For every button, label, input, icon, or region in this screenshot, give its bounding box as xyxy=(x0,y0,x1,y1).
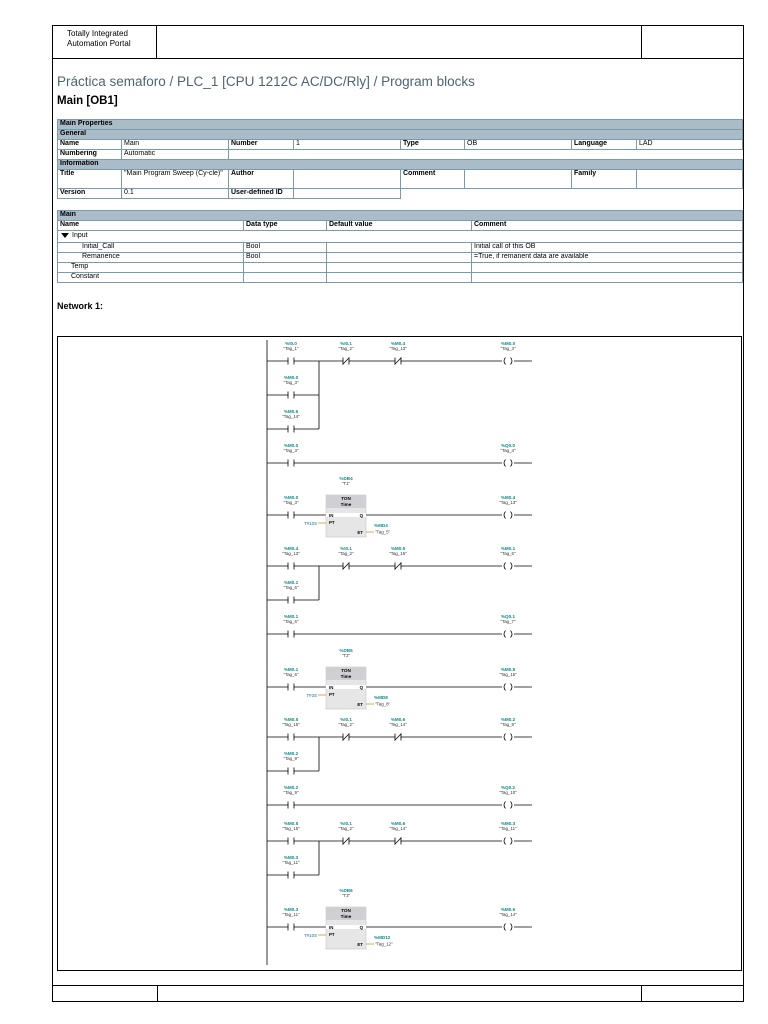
version-value: 0.1 xyxy=(122,189,229,199)
preset-value: T#3S xyxy=(306,693,317,698)
network-title: Network 1: xyxy=(57,301,104,311)
contact-address: %M0.5 xyxy=(283,821,299,826)
page-footer xyxy=(52,985,744,1002)
contact-tag: "Tag_11" xyxy=(282,912,300,917)
input-section-label: Input xyxy=(72,232,88,239)
ton-timer xyxy=(307,648,391,709)
rung xyxy=(267,565,532,601)
coil-address: %M0.4 xyxy=(500,495,516,500)
contact-address: %M0.5 xyxy=(283,717,299,722)
contact-tag: "Tag_6" xyxy=(283,585,299,590)
contact-gap xyxy=(289,770,294,772)
coil-tag: "Tag_3" xyxy=(500,346,516,351)
contact-tag: "Tag_1" xyxy=(283,346,299,351)
contact-address: %I0.1 xyxy=(340,821,352,826)
ton-timer xyxy=(304,476,390,537)
pin-pt: PT xyxy=(329,692,335,697)
contact-address: %M0.1 xyxy=(283,580,299,585)
contact-address: %M0.1 xyxy=(283,667,299,672)
param-name: Remanence xyxy=(58,253,244,263)
et-tag: "Tag_12" xyxy=(375,941,393,947)
coil-address: %Q0.2 xyxy=(500,785,516,790)
contact-address: %M0.2 xyxy=(283,785,299,790)
userid-label: User-defined ID xyxy=(229,189,294,199)
param-type: Bool xyxy=(244,243,327,253)
contact-address: %I0.1 xyxy=(340,546,352,551)
contact-gap xyxy=(289,686,294,688)
interface-bar: Main xyxy=(58,211,743,221)
contact-address: %M0.0 xyxy=(283,375,299,380)
contact-tag: "Tag_6" xyxy=(283,672,299,677)
author-label: Author xyxy=(229,170,294,189)
pin-in: IN xyxy=(329,685,334,690)
contact-tag: "Tag_14" xyxy=(282,414,300,419)
page-title: Práctica semaforo / PLC_1 [CPU 1212C AC/DC/Rly] / Program blocks xyxy=(57,74,475,89)
contact-tag: "Tag_3" xyxy=(283,380,299,385)
contact-address: %M0.1 xyxy=(283,614,299,619)
contact-address: %M0.5 xyxy=(390,546,406,551)
coil-tag: "Tag_13" xyxy=(499,500,517,505)
contact-address: %M0.2 xyxy=(283,751,299,756)
contact-address: %M0.6 xyxy=(283,409,299,414)
numbering-value: Automatic xyxy=(122,150,229,160)
pin-in: IN xyxy=(329,513,334,518)
preset-value: T#10S xyxy=(304,521,317,526)
timer-db-address: %DB5 xyxy=(339,648,353,653)
preset-value: T#10S xyxy=(304,933,317,938)
rung xyxy=(267,514,532,516)
comment-label: Comment xyxy=(401,170,465,189)
coil-address: %M0.3 xyxy=(500,821,516,826)
contact-gap xyxy=(289,599,294,601)
contact-gap xyxy=(289,462,294,464)
contact-address: %I0.1 xyxy=(340,341,352,346)
header-line2: Automation Portal xyxy=(67,39,131,48)
information-bar: Information xyxy=(58,160,743,170)
timer-subtype: Time xyxy=(340,674,352,679)
contact-tag: "Tag_15" xyxy=(389,551,407,556)
contact-address: %M0.4 xyxy=(390,341,406,346)
rung xyxy=(267,804,532,806)
timer-db-name: "T2" xyxy=(341,653,351,658)
contact-tag: "Tag_15" xyxy=(282,826,300,831)
coil-address: %Q0.1 xyxy=(500,614,516,619)
coil-tag: "Tag_14" xyxy=(499,912,517,917)
param-type: Bool xyxy=(244,253,327,263)
title-label: Title xyxy=(58,170,122,189)
contact-tag: "Tag_13" xyxy=(282,551,300,556)
header-line1: Totally Integrated xyxy=(67,29,128,38)
contact-address: %I0.1 xyxy=(340,717,352,722)
name-value: Main xyxy=(122,140,229,150)
contact-tag: "Tag_2" xyxy=(338,551,354,556)
rung xyxy=(267,686,532,688)
number-value: 1 xyxy=(294,140,401,150)
timer-db-name: "T1" xyxy=(341,481,351,486)
contact-gap xyxy=(289,736,294,738)
family-label: Family xyxy=(572,170,637,189)
contact-gap xyxy=(289,565,294,567)
general-bar: General xyxy=(58,130,743,140)
contact-tag: "Tag_9" xyxy=(283,790,299,795)
language-value: LAD xyxy=(637,140,743,150)
rung xyxy=(267,840,532,876)
pin-et: ET xyxy=(357,530,363,535)
contact-tag: "Tag_14" xyxy=(389,722,407,727)
timer-subtype: Time xyxy=(340,914,352,919)
contact-tag: "Tag_2" xyxy=(338,722,354,727)
timer-type: TON xyxy=(341,668,351,673)
coil-tag: "Tag_15" xyxy=(499,672,517,677)
contact-gap xyxy=(289,360,294,362)
pin-q: Q xyxy=(359,685,363,690)
contact-address: %M0.0 xyxy=(283,495,299,500)
param-comment: Initial call of this OB xyxy=(472,243,743,253)
temp-section: Temp xyxy=(58,263,244,273)
contact-gap xyxy=(289,804,294,806)
coil-address: %M0.6 xyxy=(500,907,516,912)
block-title: Main [OB1] xyxy=(57,95,118,107)
contact-address: %I0.0 xyxy=(285,341,297,346)
coil-address: %Q0.0 xyxy=(500,443,516,448)
pin-pt: PT xyxy=(329,520,335,525)
type-label: Type xyxy=(401,140,465,150)
pin-q: Q xyxy=(359,925,363,930)
et-tag: "Tag_5" xyxy=(375,529,391,535)
et-address: %MD4 xyxy=(374,523,388,528)
pin-pt: PT xyxy=(329,932,335,937)
param-name: Initial_Call xyxy=(58,243,244,253)
coil-tag: "Tag_6" xyxy=(500,551,516,556)
numbering-label: Numbering xyxy=(58,150,122,160)
contact-address: %M0.4 xyxy=(283,546,299,551)
pin-et: ET xyxy=(357,942,363,947)
contact-tag: "Tag_14" xyxy=(389,826,407,831)
coil-address: %M0.2 xyxy=(500,717,516,722)
coil-tag: "Tag_9" xyxy=(500,722,516,727)
type-value: OB xyxy=(465,140,572,150)
pin-et: ET xyxy=(357,702,363,707)
ton-timer xyxy=(304,888,393,949)
col-type-header: Data type xyxy=(244,221,327,231)
timer-db-address: %DB4 xyxy=(339,476,353,481)
timer-db-address: %DB6 xyxy=(339,888,353,893)
contact-gap xyxy=(289,633,294,635)
coil-address: %M0.5 xyxy=(500,667,516,672)
rung xyxy=(267,926,532,928)
pin-q: Q xyxy=(359,513,363,518)
coil-tag: "Tag_10" xyxy=(499,790,517,795)
contact-tag: "Tag_3" xyxy=(283,448,299,453)
contact-tag: "Tag_6" xyxy=(283,619,299,624)
contact-gap xyxy=(289,874,294,876)
timer-db-name: "T3" xyxy=(341,893,351,898)
coil-address: %M0.0 xyxy=(500,341,516,346)
et-tag: "Tag_8" xyxy=(375,701,391,707)
constant-section: Constant xyxy=(58,273,244,283)
coil-address: %M0.1 xyxy=(500,546,516,551)
rung xyxy=(267,462,532,464)
timer-type: TON xyxy=(341,908,351,913)
contact-gap xyxy=(289,428,294,430)
rung xyxy=(267,633,532,635)
coil-tag: "Tag_11" xyxy=(499,826,517,831)
contact-address: %M0.6 xyxy=(390,821,406,826)
col-comment-header: Comment xyxy=(472,221,743,231)
contact-tag: "Tag_3" xyxy=(283,500,299,505)
contact-gap xyxy=(289,394,294,396)
col-default-header: Default value xyxy=(327,221,472,231)
language-label: Language xyxy=(572,140,637,150)
timer-type: TON xyxy=(341,496,351,501)
name-label: Name xyxy=(58,140,122,150)
rung xyxy=(267,360,532,430)
contact-address: %M0.0 xyxy=(283,443,299,448)
contact-tag: "Tag_15" xyxy=(282,722,300,727)
contact-gap xyxy=(289,840,294,842)
contact-tag: "Tag_13" xyxy=(389,346,407,351)
col-name-header: Name xyxy=(58,221,244,231)
et-address: %MD12 xyxy=(374,935,391,940)
footer-divider-left xyxy=(157,986,158,1001)
timer-subtype: Time xyxy=(340,502,352,507)
number-label: Number xyxy=(229,140,294,150)
contact-address: %M0.6 xyxy=(390,717,406,722)
contact-gap xyxy=(289,926,294,928)
version-label: Version xyxy=(58,189,122,199)
footer-divider-right xyxy=(641,986,642,1001)
et-address: %MD8 xyxy=(374,695,388,700)
pin-in: IN xyxy=(329,925,334,930)
coil-tag: "Tag_4" xyxy=(500,448,516,453)
contact-tag: "Tag_2" xyxy=(338,826,354,831)
coil-tag: "Tag_7" xyxy=(500,619,516,624)
contact-gap xyxy=(289,514,294,516)
contact-tag: "Tag_9" xyxy=(283,756,299,761)
rung xyxy=(267,736,532,772)
title-value: "Main Program Sweep (Cy-cle)" xyxy=(122,170,229,189)
properties-bar: Main Properties xyxy=(58,120,743,130)
param-comment: =True, if remanent data are available xyxy=(472,253,743,263)
contact-tag: "Tag_2" xyxy=(338,346,354,351)
contact-address: %M0.3 xyxy=(283,907,299,912)
contact-tag: "Tag_11" xyxy=(282,860,300,865)
contact-address: %M0.3 xyxy=(283,855,299,860)
